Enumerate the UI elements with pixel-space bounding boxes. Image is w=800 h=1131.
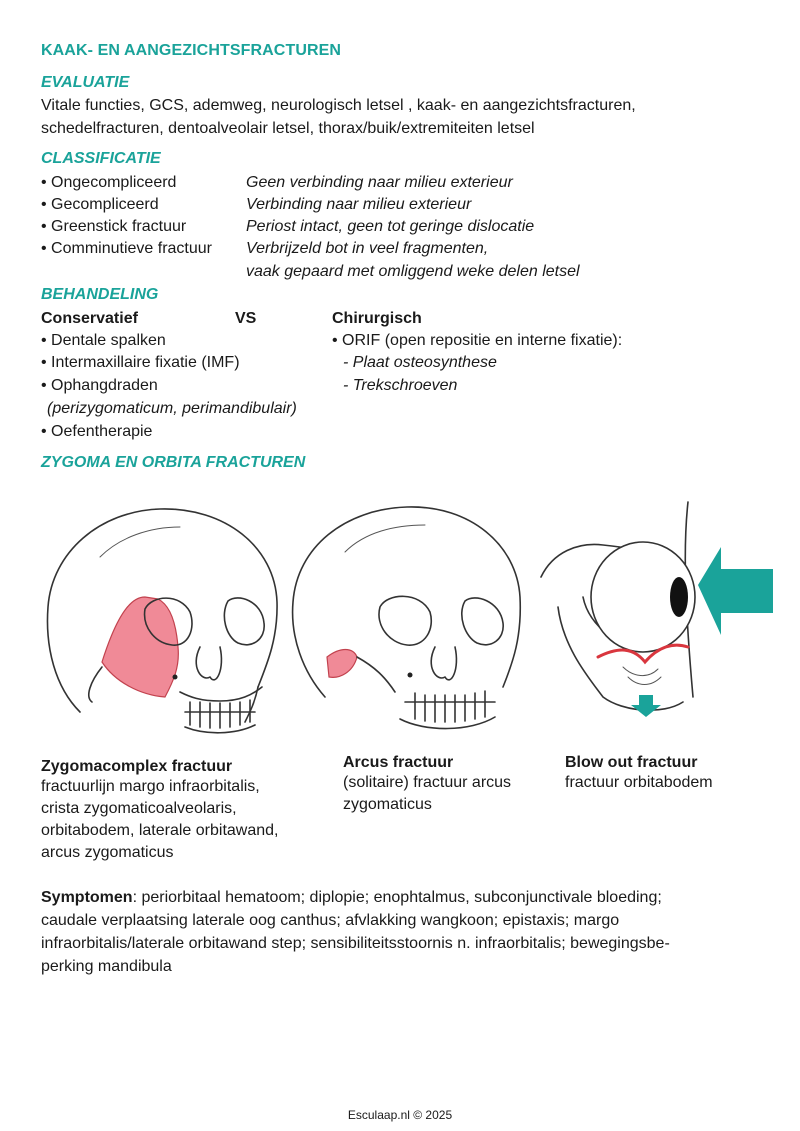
chirurgisch-item: • ORIF (open repositie en interne fixatie):: [332, 332, 623, 349]
figure-caption-arcus: [343, 754, 511, 816]
figure-line: (solitaire) fractuur arcus: [343, 774, 512, 791]
classificatie-desc: Verbrijzeld bot in veel fragmenten,: [246, 240, 489, 257]
skull-arcus-illustration: [285, 497, 530, 752]
classificatie-desc: Geen verbinding naar milieu exterieur: [246, 174, 513, 191]
figure-line: fractuurlijn margo infraorbitalis,: [41, 778, 260, 795]
arrow-left-icon: [698, 547, 773, 635]
classificatie-term: • Greenstick fractuur: [41, 218, 187, 235]
conservatief-item: • Oefentherapie: [41, 423, 153, 440]
figure-caption-zygomacomplex: [41, 758, 278, 864]
symptomen-text: : periorbitaal hematoom; diplopie; enophtalmus, subconjunctivale bloeding;: [132, 889, 662, 906]
symptomen-line-4: perking mandibula: [41, 958, 172, 975]
classificatie-continuation: vaak gepaard met omliggend weke delen letsel: [246, 263, 580, 280]
conservatief-item: • Dentale spalken: [41, 332, 166, 349]
conservatief-item: • Intermaxillaire fixatie (IMF): [41, 354, 240, 371]
conservatief-title: Conservatief: [41, 310, 138, 327]
conservatief-sub: (perizygomaticum, perimandibulair): [47, 400, 297, 417]
figure-caption-blowout: [565, 754, 713, 794]
classificatie-heading: CLASSIFICATIE: [41, 150, 161, 167]
figure-line: fractuur orbitabodem: [565, 774, 713, 791]
evaluatie-heading: EVALUATIE: [41, 74, 130, 91]
skull-zygomacomplex-illustration: [40, 497, 285, 752]
figure-title: Zygomacomplex fractuur: [41, 758, 233, 775]
figure-title: Blow out fractuur: [565, 754, 698, 771]
figure-line: crista zygomaticoalveolaris,: [41, 800, 237, 817]
symptomen-line-3: infraorbitalis/laterale orbitawand step; sensibiliteitsstoornis n. infraorbitalis; bewegingsbe-: [41, 935, 670, 952]
chirurgisch-title: Chirurgisch: [332, 310, 422, 327]
figure-line: zygomaticus: [343, 796, 432, 813]
zygoma-heading: ZYGOMA EN ORBITA FRACTUREN: [41, 454, 306, 471]
page-title: KAAK- EN AANGEZICHTSFRACTUREN: [41, 42, 342, 59]
classificatie-desc: Periost intact, geen tot geringe dislocatie: [246, 218, 535, 235]
symptomen-line-1: [41, 887, 662, 909]
figure-title: Arcus fractuur: [343, 754, 454, 771]
evaluatie-line-2: schedelfracturen, dentoalveolair letsel, thorax/buik/extremiteiten letsel: [41, 120, 535, 137]
classificatie-item: [41, 238, 488, 260]
symptomen-label: Symptomen: [41, 889, 133, 906]
evaluatie-line-1: Vitale functies, GCS, ademweg, neurologisch letsel , kaak- en aangezichtsfracturen,: [41, 97, 636, 114]
conservatief-item: • Ophangdraden: [41, 377, 158, 394]
figure-line: arcus zygomaticus: [41, 844, 174, 861]
classificatie-item: [41, 172, 513, 194]
orbit-blowout-illustration: [533, 497, 793, 722]
chirurgisch-sub: - Trekschroeven: [343, 377, 458, 394]
figure-line: orbitabodem, laterale orbitawand,: [41, 822, 279, 839]
classificatie-term: • Gecompliceerd: [41, 196, 159, 213]
symptomen-line-2: caudale verplaatsing laterale oog canthus; afvlakking wangkoon; epistaxis; margo: [41, 912, 620, 929]
vs-label: VS: [235, 310, 257, 327]
classificatie-item: [41, 216, 534, 238]
footer-copyright: Esculaap.nl © 2025: [347, 1108, 453, 1122]
classificatie-desc: Verbinding naar milieu exterieur: [246, 196, 472, 213]
classificatie-term: • Ongecompliceerd: [41, 174, 177, 191]
chirurgisch-sub: - Plaat osteosynthese: [343, 354, 497, 371]
classificatie-item: [41, 194, 471, 216]
classificatie-term: • Comminutieve fractuur: [41, 240, 212, 257]
behandeling-heading: BEHANDELING: [41, 286, 159, 303]
